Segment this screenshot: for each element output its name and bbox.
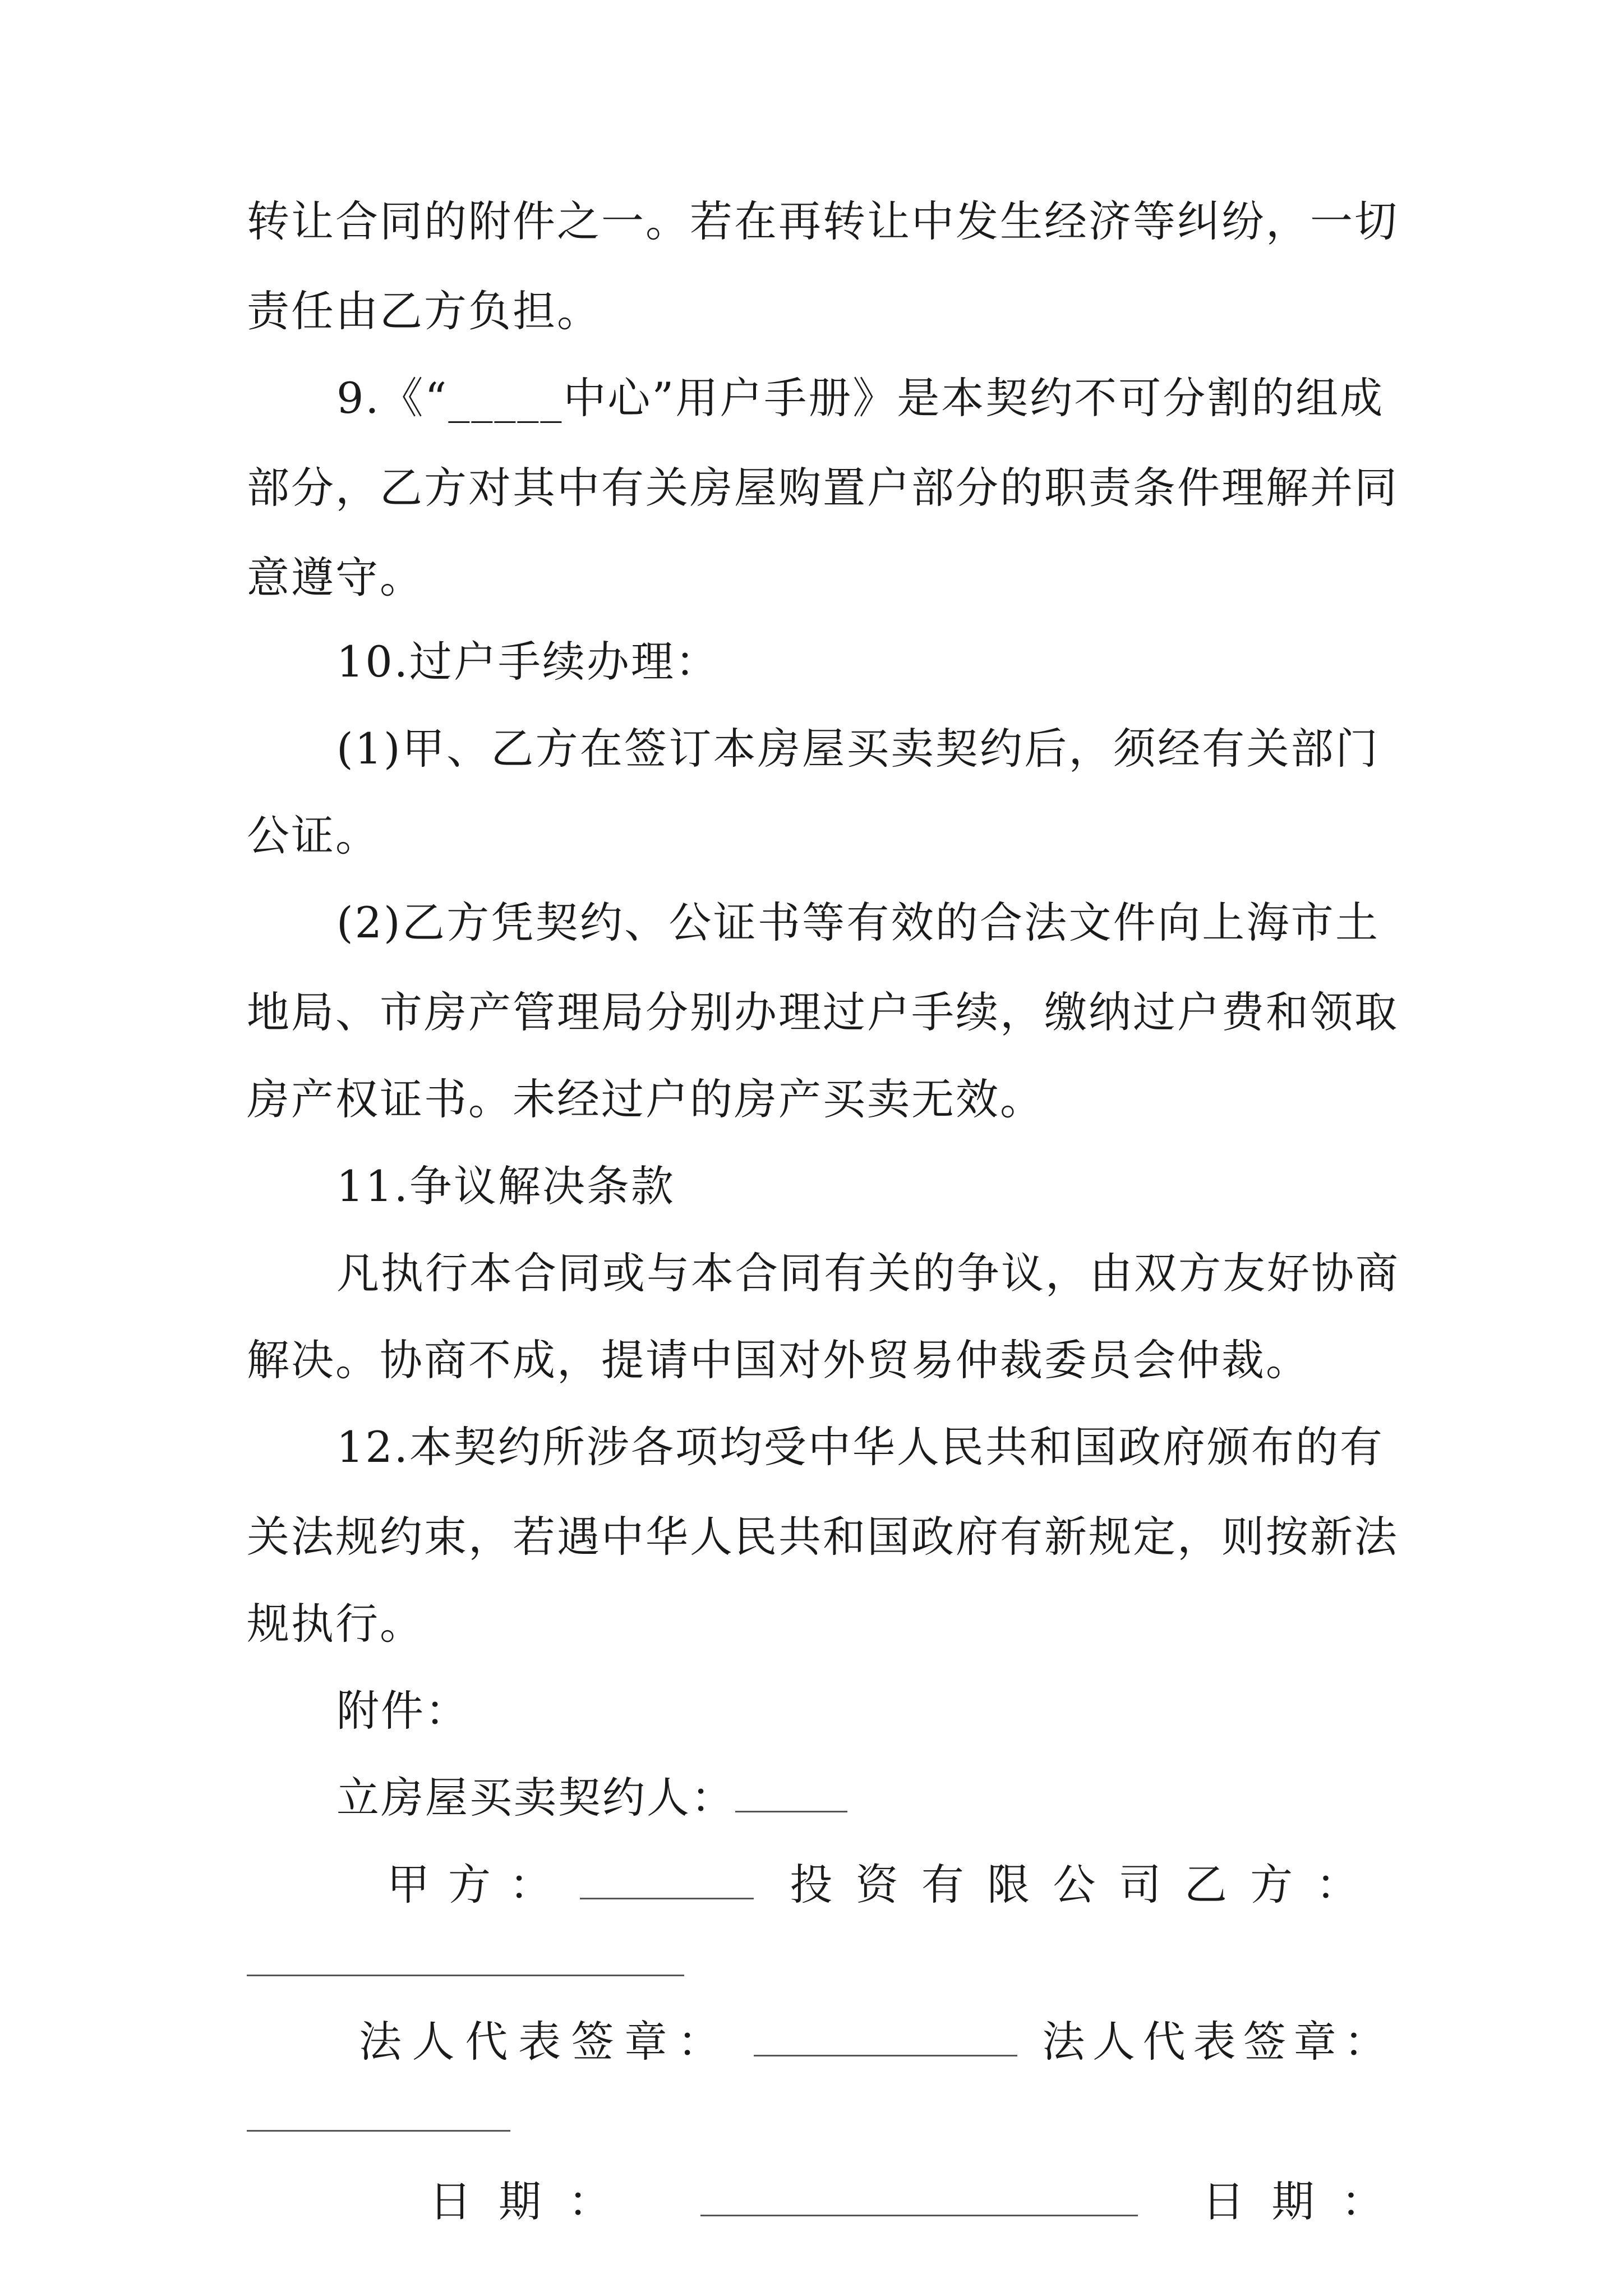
parties-blank (735, 1772, 847, 1812)
clause-10-item-2: (2)乙方凭契约、公证书等有效的合法文件向上海市土 (336, 898, 1380, 947)
contract-parties-line (336, 1770, 1380, 1826)
party-a-row (387, 1857, 1380, 1913)
party-a-label: 甲方： (387, 1860, 555, 1910)
representative-row (359, 2014, 1390, 2070)
clause-10-item-1: (1)甲、乙方在签订本房屋买卖契约后，须经有关部门 (336, 724, 1380, 774)
paragraph-line: 部分，乙方对其中有关房屋购置户部分的职责条件理解并同 (247, 463, 1399, 513)
attachment-label: 附件： (336, 1686, 469, 1736)
paragraph-line: 意遵守。 (247, 553, 424, 602)
date-label-a: 日期： (429, 2177, 614, 2226)
paragraph-line: 凡执行本合同或与本合同有关的争议，由双方友好协商 (336, 1248, 1400, 1298)
rep-label-a: 法人代表签章： (359, 2017, 723, 2067)
paragraph-line: 规执行。 (247, 1599, 424, 1649)
clause-11-heading: 11.争议解决条款 (336, 1161, 675, 1211)
party-a-blank (580, 1858, 754, 1899)
party-a-suffix: 投资有限公司乙方： (790, 1860, 1362, 1910)
date-label-b: 日期： (1202, 2177, 1387, 2226)
party-b-blank (247, 1975, 684, 1976)
clause-12-line: 12.本契约所涉各项均受中华人民共和国政府颁布的有 (336, 1422, 1384, 1472)
paragraph-line: 地局、市房产管理局分别办理过户手续，缴纳过户费和领取 (247, 987, 1399, 1037)
date-row (429, 2174, 1387, 2230)
paragraph-line: 房产权证书。未经过户的房产买卖无效。 (247, 1074, 1044, 1124)
clause-10-heading: 10.过户手续办理： (336, 637, 720, 687)
paragraph-line: 解决。协商不成，提请中国对外贸易仲裁委员会仲裁。 (247, 1335, 1310, 1385)
paragraph-line: 公证。 (247, 811, 380, 861)
rep-b-blank (247, 2130, 510, 2132)
date-a-blank (700, 2175, 1138, 2216)
clause-9-line: 9.《“_____中心”用户手册》是本契约不可分割的组成 (336, 373, 1385, 423)
paragraph-line: 转让合同的附件之一。若在再转让中发生经济等纠纷，一切 (247, 196, 1399, 246)
contract-parties-label: 立房屋买卖契约人： (336, 1773, 735, 1823)
paragraph-line: 关法规约束，若遇中华人民共和国政府有新规定，则按新法 (247, 1512, 1399, 1562)
paragraph-line: 责任由乙方负担。 (247, 286, 601, 336)
rep-a-blank (754, 2016, 1017, 2056)
rep-label-b: 法人代表签章： (1042, 2017, 1390, 2067)
